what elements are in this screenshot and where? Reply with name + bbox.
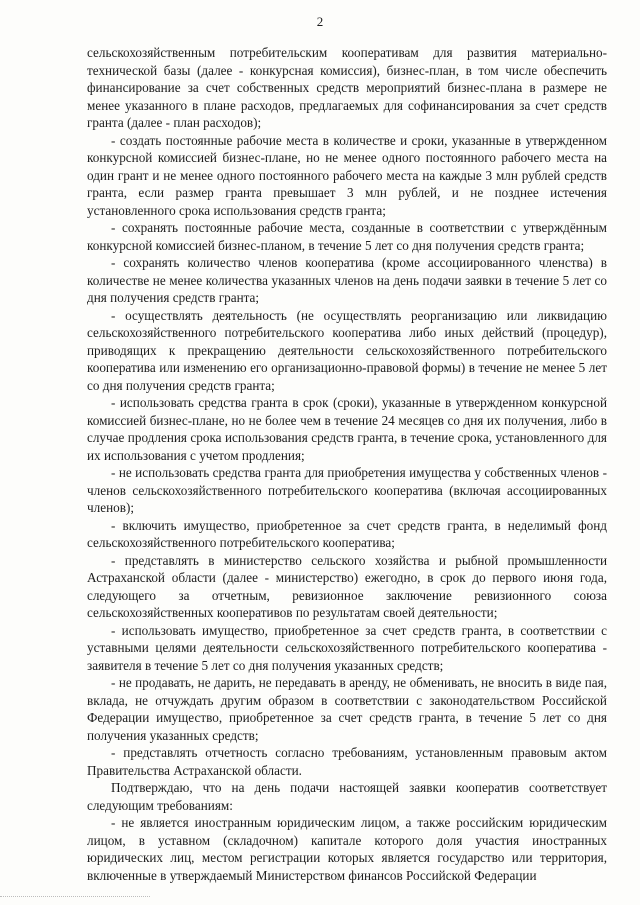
paragraph-audit-report: - представлять в министерство сельского хозяйства и рыбной промышленности Астраханской области (далее - министерство) ежегодно, в срок до первого июня года, следующего за отчетным, ревизионное заключение ревизионного союза сельскохозяйственных кооперативов по результатам своей деятельности;: [87, 552, 607, 620]
paragraph-grant-terms: - использовать средства гранта в срок (сроки), указанные в утвержденном конкурсной комиссией бизнес-плане, но не более чем в течение 24 месяцев со дня их получения, либо в случае продления срока использования средств гранта, в течение срока, установленного для их использования с учетом продления;: [87, 395, 607, 463]
paragraph-activity: - осуществлять деятельность (не осуществлять реорганизацию или ликвидацию сельскохозяйственного потребительского кооператива либо иных действий (процедур), приводящих к прекращению деятельности сельскохозяйственного потребительского кооператива или изменению его организационно-правовой формы) в течение не менее 5 лет со дня получения средств гранта;: [87, 307, 607, 393]
paragraph-reporting: - представлять отчетность согласно требованиям, установленным правовым актом Правительства Астраханской области.: [87, 745, 607, 778]
paragraph-no-member-purchase: - не использовать средства гранта для приобретения имущества у собственных членов - членов сельскохозяйственного потребительского кооператива (включая ассоциированных членов);: [87, 465, 607, 515]
paragraph-not-foreign: - не является иностранным юридическим лицом, а также российским юридическим лицом, в уставном (складочном) капитале которого доля участия иностранных юридических лиц, местом регистрации которых является государство или территория, включенные в утверждаемый Министерством финансов Российской Федерации: [87, 815, 607, 883]
paragraph-continuation: сельскохозяйственным потребительским кооперативам для развития материально-технической базы (далее - конкурсная комиссия), бизнес-план, в том числе обеспечить финансирование за счет собственных средств мероприятий бизнес-плана в размере не менее указанного в плане расходов, предлагаемых для софинансирования за счет средств гранта (далее - план расходов);: [87, 45, 607, 130]
paragraph-indivisible-fund: - включить имущество, приобретенное за счет средств гранта, в неделимый фонд сельскохозяйственного потребительского кооператива;: [87, 517, 607, 550]
paragraph-jobs-create: - создать постоянные рабочие места в количестве и сроки, указанные в утвержденном конкурсной комиссией бизнес-плане, но не менее одного постоянного рабочего места на один грант и не менее одного постоянного рабочего места на каждые 3 млн рублей средств гранта, если размер гранта превышает 3 млн рублей, и не позднее истечения установленного срока использования средств гранта;: [87, 132, 607, 218]
paragraph-no-alienation: - не продавать, не дарить, не передавать в аренду, не обменивать, не вносить в виде пая, вклада, не отчуждать другим образом в соответствии с законодательством Российской Федерации имущество, приобретенное за счет средств гранта, в течение 5 лет со дня получения указанных средств;: [87, 675, 607, 743]
paragraph-confirmation: Подтверждаю, что на день подачи настоящей заявки кооператив соответствует следующим требованиям:: [87, 780, 607, 813]
paragraph-members-keep: - сохранять количество членов кооператива (кроме ассоциированного членства) в количестве не менее количества указанных членов на день подачи заявки в течение 5 лет со дня получения средств гранта;: [87, 255, 607, 305]
scan-edge-mark: [0, 896, 150, 897]
document-body: [87, 44, 607, 884]
paragraph-property-use: - использовать имущество, приобретенное за счет средств гранта, в соответствии с уставными целями деятельности сельскохозяйственного потребительского кооператива - заявителя в течение 5 лет со дня получения указанных средств;: [87, 622, 607, 673]
page-number: 2: [316, 14, 324, 29]
paragraph-jobs-keep: - сохранять постоянные рабочие места, созданные в соответствии с утверждённым конкурсной комиссией бизнес-планом, в течение 5 лет со дня получения средств гранта;: [87, 220, 607, 253]
